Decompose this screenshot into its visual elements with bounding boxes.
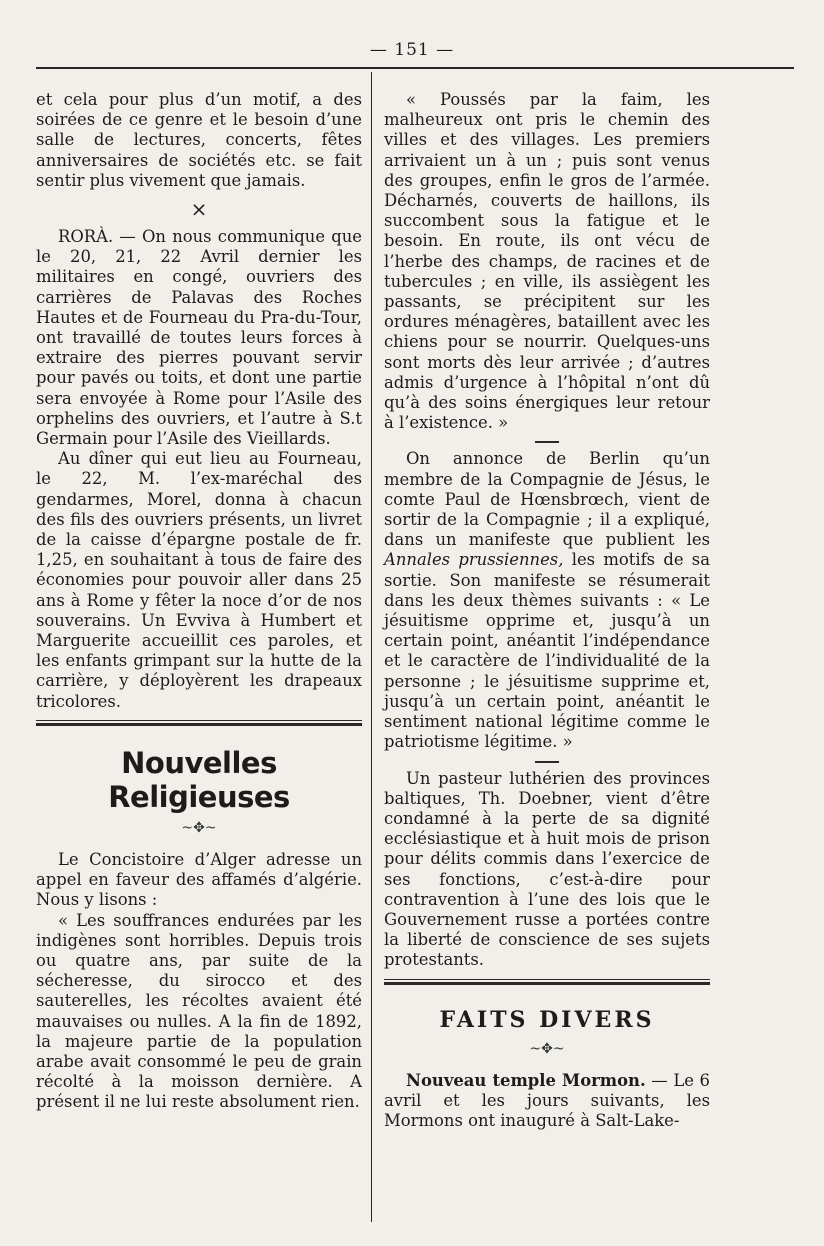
- short-separator-rule: [535, 761, 559, 763]
- berlin-text-end: les motifs de sa sortie. Son manifeste se résumerait dans les deux thèmes suivants : « Le jésuitisme opprime et, jusqu’à un certain point, anéantit l’indépendance et le caractère de l’individualité de la personne ; le jésuitisme supprime et, jusqu’à un certain point, anéantit le sentiment national légitime comme le patriotisme légitime. »: [384, 550, 710, 752]
- short-separator-rule: [535, 441, 559, 443]
- section-title-faits-divers: FAITS DIVERS: [439, 1006, 655, 1033]
- paragraph-continuation: et cela pour plus d’un motif, a des soirées de ce genre et le besoin d’une salle de lectures, concerts, fêtes anniversaires de sociétés etc. se fait sentir plus vivement que jamais.: [36, 90, 362, 190]
- paragraph-diner: Au dîner qui eut lieu au Fourneau, le 22, M. l’ex-maréchal des gendarmes, Morel, donna à chacun des fils des ouvriers présents, un livret de la caisse d’épargne postale de fr. 1,25, en souhaitant à tous de faire des économies pour pouvoir aller dans 25 ans à Rome y fêter la noce d’or de nos souverains. Un Evviva à Humbert et Marguerite accueillit ces paroles, et les enfants grimpant sur la hutte de la carrière, y déployèrent les drapeaux tricolores.: [36, 449, 362, 711]
- paragraph-quote-faim: « Poussés par la faim, les malheureux ont pris le chemin des villes et des villages. Les premiers arrivaient un à un ; puis sont venus des groupes, enfin le gros de l’armée. Décharnés, couverts de haillons, ils succombent sous la fatigue et le besoin. En route, ils ont vécu de l’herbe des champs, de racines et de tubercules ; en ville, ils assiègent les passants, se précipitent sur les ordures ménagères, bataillent avec les chiens pour se nourrir. Quelques-uns sont morts dès leur arrivée ; d’autres admis d’urgence à l’hôpital n’ont dû qu’à des soins énergiques leur retour à l’existence. »: [384, 90, 710, 433]
- paragraph-concistoire: Le Concistoire d’Alger adresse un appel en faveur des affamés d’algérie. Nous y lisons :: [36, 849, 362, 910]
- left-column: [36, 90, 362, 1113]
- flourish-ornament: ~✥~: [181, 819, 217, 836]
- section-double-rule: [384, 979, 710, 985]
- paragraph-quote-souffrances: « Les souffrances endurées par les indigènes sont horribles. Depuis trois ou quatre ans, par suite de la sécheresse, du sirocco et des sauterelles, les récoltes avaient été mauvaises ou nulles. A la fin de 1892, la majeure partie de la population arabe avait consommé le peu de grain récolté à la moisson dernière. A présent il ne lui reste absolument rien.: [36, 910, 362, 1112]
- run-in-heading: Nouveau temple Mormon.: [406, 1070, 646, 1090]
- column-rule: [371, 72, 372, 1222]
- paragraph-berlin: [384, 449, 710, 752]
- paragraph-rora: RORÀ. — On nous communique que le 20, 21, 22 Avril dernier les militaires en congé, ouvriers des carrières de Palavas des Roches Hautes et de Fourneau du Pra-du-Tour, ont travaillé de toutes leurs forces à extraire des pierres pouvant servir pour pavés ou toits, et dont une partie sera envoyée à Rome pour l’Asile des orphelins des ouvriers, et l’autre à S.t Germain pour l’Asile des Vieillards.: [36, 227, 362, 449]
- paragraph-pasteur: Un pasteur luthérien des provinces baltiques, Th. Doebner, vient d’être condamné à la perte de sa dignité ecclésiastique et à huit mois de prison pour délits commis dans l’exercice de ses fonctions, c’est-à-dire pour contravention à l’une des lois que le Gouvernement russe a portées contre la liberté de conscience de ses sujets protestants.: [384, 768, 710, 970]
- paragraph-temple-mormon: [384, 1071, 710, 1132]
- temple-mormon-text: — Le 6 avril et les jours suivants, les Mormons ont inauguré à Salt-Lake-: [384, 1070, 710, 1130]
- right-column: [384, 90, 710, 1131]
- section-double-rule: [36, 720, 362, 726]
- header-rule: [36, 67, 794, 69]
- journal-name: Annales prussiennes,: [384, 550, 564, 570]
- cross-separator: ×: [190, 197, 208, 222]
- flourish-ornament: ~✥~: [529, 1040, 565, 1057]
- berlin-text-start: On annonce de Berlin qu’un membre de la Compagnie de Jésus, le comte Paul de Hœnsbrœch, vient de sortir de la Compagnie ; il a expliqué, dans un manifeste que publient les: [384, 449, 710, 550]
- section-title-nouvelles-religieuses: Nouvelles Religieuses: [108, 745, 290, 814]
- page-number: — 151 —: [369, 40, 455, 60]
